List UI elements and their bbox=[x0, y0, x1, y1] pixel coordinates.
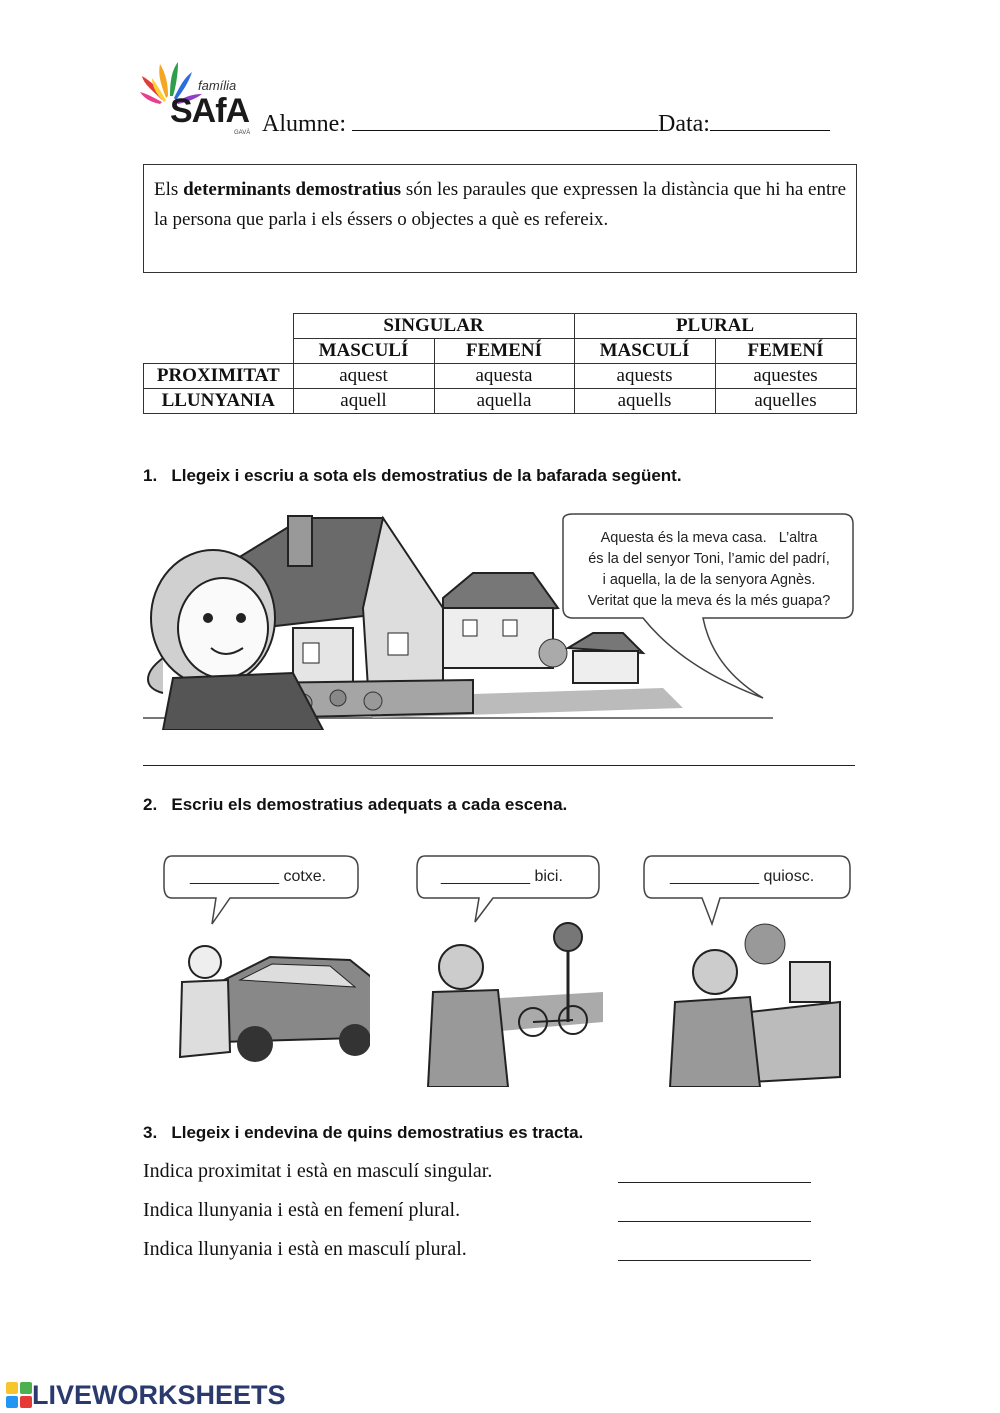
speech-bubble-text bbox=[565, 528, 853, 612]
table-cell: aquella bbox=[434, 389, 574, 414]
header-masculine: MASCULÍ bbox=[293, 339, 434, 364]
kiosk-scene-icon bbox=[640, 852, 855, 1087]
section2-instruction bbox=[143, 795, 567, 815]
scene-word: quiosc. bbox=[763, 868, 815, 885]
section1-text: Llegeix i escriu a sota els demostratius de la bafarada següent. bbox=[171, 466, 682, 485]
scene-kiosk-text bbox=[670, 868, 814, 886]
car-scene-icon bbox=[160, 852, 370, 1087]
table-cell: aquestes bbox=[715, 364, 856, 389]
header-feminine: FEMENÍ bbox=[715, 339, 856, 364]
student-label: Alumne: bbox=[262, 111, 346, 137]
scene-car-text bbox=[190, 868, 326, 886]
intro-term: determinants demostratius bbox=[183, 179, 402, 200]
row-label: PROXIMITAT bbox=[144, 364, 294, 389]
scene-bike bbox=[413, 852, 613, 1087]
speech-line: Aquesta és la meva casa. L’altra bbox=[600, 530, 818, 546]
row-label: LLUNYANIA bbox=[144, 389, 294, 414]
speech-line: és la del senyor Toni, l’amic del padrí, bbox=[588, 551, 830, 567]
student-header bbox=[262, 110, 830, 138]
table-row bbox=[144, 364, 857, 389]
intro-word: Els bbox=[154, 179, 179, 200]
liveworksheets-logo-icon bbox=[6, 1382, 32, 1408]
scene-blank[interactable]: __________ bbox=[190, 868, 279, 885]
definition-box bbox=[143, 164, 857, 273]
section3-answer-field[interactable] bbox=[618, 1240, 811, 1261]
section3-text: Llegeix i endevina de quins demostratius es tracta. bbox=[171, 1123, 584, 1142]
section3-answer-field[interactable] bbox=[618, 1201, 811, 1222]
speech-line: Veritat que la meva és la més guapa? bbox=[587, 593, 831, 609]
section1-number: 1. bbox=[143, 466, 158, 485]
header-masculine: MASCULÍ bbox=[574, 339, 715, 364]
header-plural: PLURAL bbox=[574, 314, 856, 339]
section3-item: Indica proximitat i està en masculí singular. bbox=[143, 1160, 493, 1182]
scene-word: bici. bbox=[534, 868, 563, 885]
section3-instruction bbox=[143, 1123, 583, 1143]
table-cell: aquells bbox=[574, 389, 715, 414]
speech-line: i aquella, la de la senyora Agnès. bbox=[602, 572, 816, 588]
table-cell: aquell bbox=[293, 389, 434, 414]
logo-tagline: família bbox=[198, 78, 237, 93]
table-cell: aquest bbox=[293, 364, 434, 389]
table-sub-header-row bbox=[144, 339, 857, 364]
table-top-header-row bbox=[144, 314, 857, 339]
header-singular: SINGULAR bbox=[293, 314, 574, 339]
footer-brand-text: LIVEWORKSHEETS bbox=[32, 1380, 286, 1410]
table-cell: aquelles bbox=[715, 389, 856, 414]
demonstratives-table bbox=[143, 313, 857, 414]
intro-text: són les paraules que expressen la distància que hi ha entre la persona que parla i els éssers o objectes a què es refereix. bbox=[154, 179, 847, 230]
student-name-field[interactable] bbox=[352, 110, 658, 131]
section3-item: Indica llunyania i està en femení plural. bbox=[143, 1199, 461, 1221]
logo-location: GAVÀ bbox=[234, 130, 251, 136]
section1-instruction bbox=[143, 466, 682, 486]
scene-bike-text bbox=[441, 868, 563, 886]
section3-answer-field[interactable] bbox=[618, 1162, 811, 1183]
section2-number: 2. bbox=[143, 795, 158, 814]
scene-blank[interactable]: __________ bbox=[670, 868, 759, 885]
section3-number: 3. bbox=[143, 1123, 158, 1142]
house-scene-illustration bbox=[143, 508, 857, 730]
date-label: Data: bbox=[658, 111, 710, 137]
section3-item: Indica llunyania i està en masculí plural. bbox=[143, 1238, 467, 1260]
section1-answer-line[interactable] bbox=[143, 765, 855, 766]
logo-wordmark: SAfA bbox=[170, 92, 250, 130]
scene-word: cotxe. bbox=[283, 868, 327, 885]
section2-text: Escriu els demostratius adequats a cada escena. bbox=[171, 795, 568, 814]
bike-scene-icon bbox=[413, 852, 613, 1087]
table-cell: aquesta bbox=[434, 364, 574, 389]
table-cell: aquests bbox=[574, 364, 715, 389]
header-feminine: FEMENÍ bbox=[434, 339, 574, 364]
scene-car bbox=[160, 852, 370, 1087]
scene-blank[interactable]: __________ bbox=[441, 868, 530, 885]
footer-brand bbox=[6, 1380, 286, 1411]
table-row bbox=[144, 389, 857, 414]
scene-kiosk bbox=[640, 852, 855, 1087]
school-logo bbox=[140, 58, 262, 140]
date-field[interactable] bbox=[710, 110, 830, 131]
